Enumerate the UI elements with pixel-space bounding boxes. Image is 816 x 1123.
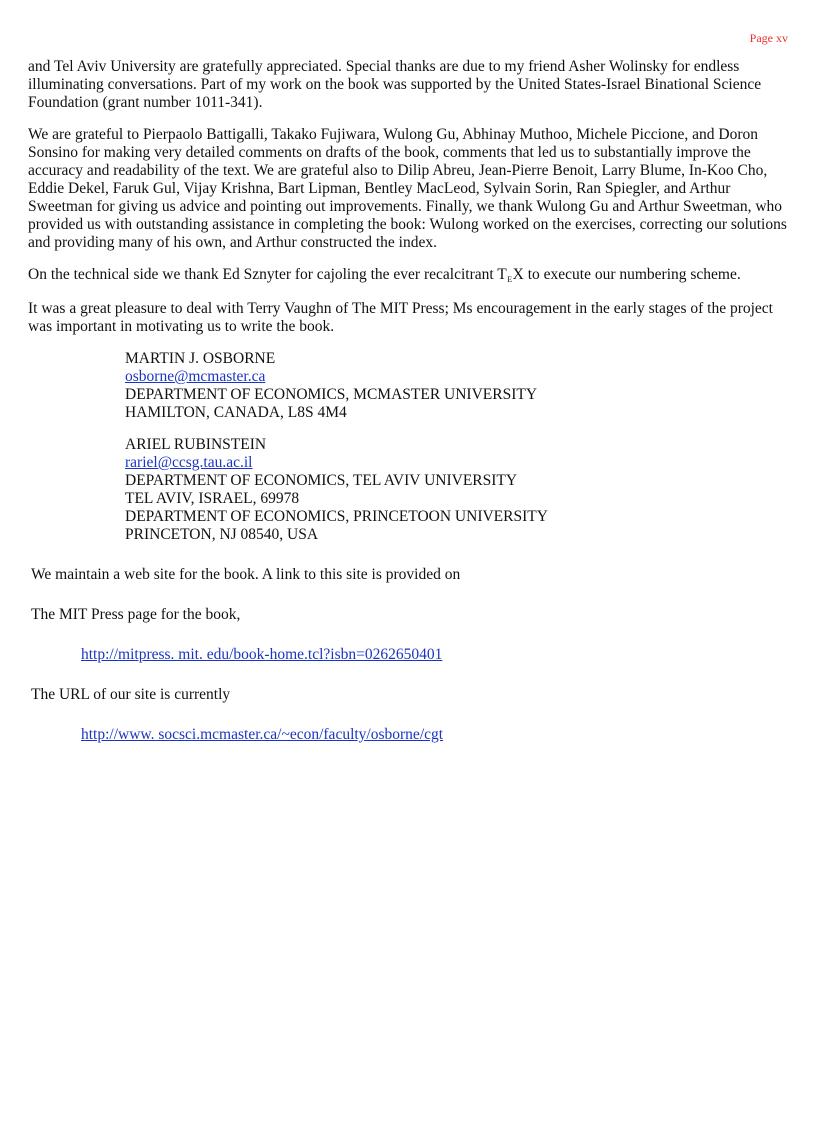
author-name: ARIEL RUBINSTEIN xyxy=(125,436,267,453)
author-email-link[interactable]: osborne@mcmaster.ca xyxy=(125,368,266,385)
author-name: MARTIN J. OSBORNE xyxy=(125,350,276,367)
author-address: HAMILTON, CANADA, L8S 4M4 xyxy=(125,404,347,421)
acknowledgement-paragraph-4: It was a great pleasure to deal with Terry Vaughn of The MIT Press; Ms encouragement in the early stages of the project was important in motivating us to write the book. xyxy=(28,300,773,335)
author-affiliation: DEPARTMENT OF ECONOMICS, TEL AVIV UNIVERSITY xyxy=(125,472,518,489)
website-intro: We maintain a web site for the book. A link to this site is provided on xyxy=(31,566,461,583)
author-affiliation: DEPARTMENT OF ECONOMICS, MCMASTER UNIVERSITY xyxy=(125,386,538,403)
tex-sentence-start: On the technical side we thank Ed Sznyter for cajoling the ever recalcitrant T xyxy=(28,266,507,283)
acknowledgement-paragraph-3 xyxy=(28,266,792,286)
author-email-link[interactable]: rariel@ccsg.tau.ac.il xyxy=(125,454,253,471)
page-number: Page xv xyxy=(749,31,788,45)
author-address: TEL AVIV, ISRAEL, 69978 xyxy=(125,490,300,507)
mit-press-link[interactable]: http://mitpress. mit. edu/book-home.tcl?isbn=0262650401 xyxy=(81,646,443,663)
author-signature-rubinstein xyxy=(125,436,792,544)
author-address-2: PRINCETON, NJ 08540, USA xyxy=(125,526,319,543)
tex-sentence-end: X to execute our numbering scheme. xyxy=(512,266,741,283)
site-url-label: The URL of our site is currently xyxy=(31,686,231,703)
tex-logo-subscript: E xyxy=(507,275,513,284)
site-url-link[interactable]: http://www. socsci.mcmaster.ca/~econ/faculty/osborne/cgt xyxy=(81,726,444,743)
author-signature-osborne xyxy=(125,350,792,422)
acknowledgement-paragraph-1: and Tel Aviv University are gratefully appreciated. Special thanks are due to my friend Asher Wolinsky for endless illuminating conversations. Part of my work on the book was supported by the United States-Israel Binational Science Foundation (grant number 1011-341). xyxy=(28,58,762,111)
acknowledgement-paragraph-2: We are grateful to Pierpaolo Battigalli, Takako Fujiwara, Wulong Gu, Abhinay Muthoo, Michele Piccione, and Doron Sonsino for making very detailed comments on drafts of the book, comments that led us to substantially improve the accuracy and readability of the text. We are grateful also to Dilip Abreu, Jean-Pierre Benoit, Larry Blume, In-Koo Cho, Eddie Dekel, Faruk Gul, Vijay Krishna, Bart Lipman, Bentley MacLeod, Sylvain Sorin, Ran Spiegler, and Arthur Sweetman for giving us advice and pointing out improvements. Finally, we thank Wulong Gu and Arthur Sweetman, who provided us with outstanding assistance in completing the book: Wulong worked on the exercises, correcting our solutions and providing many of his own, and Arthur constructed the index. xyxy=(28,126,787,251)
author-affiliation-2: DEPARTMENT OF ECONOMICS, PRINCETOON UNIVERSITY xyxy=(125,508,548,525)
document-body xyxy=(28,58,792,744)
mit-press-label: The MIT Press page for the book, xyxy=(31,606,241,623)
